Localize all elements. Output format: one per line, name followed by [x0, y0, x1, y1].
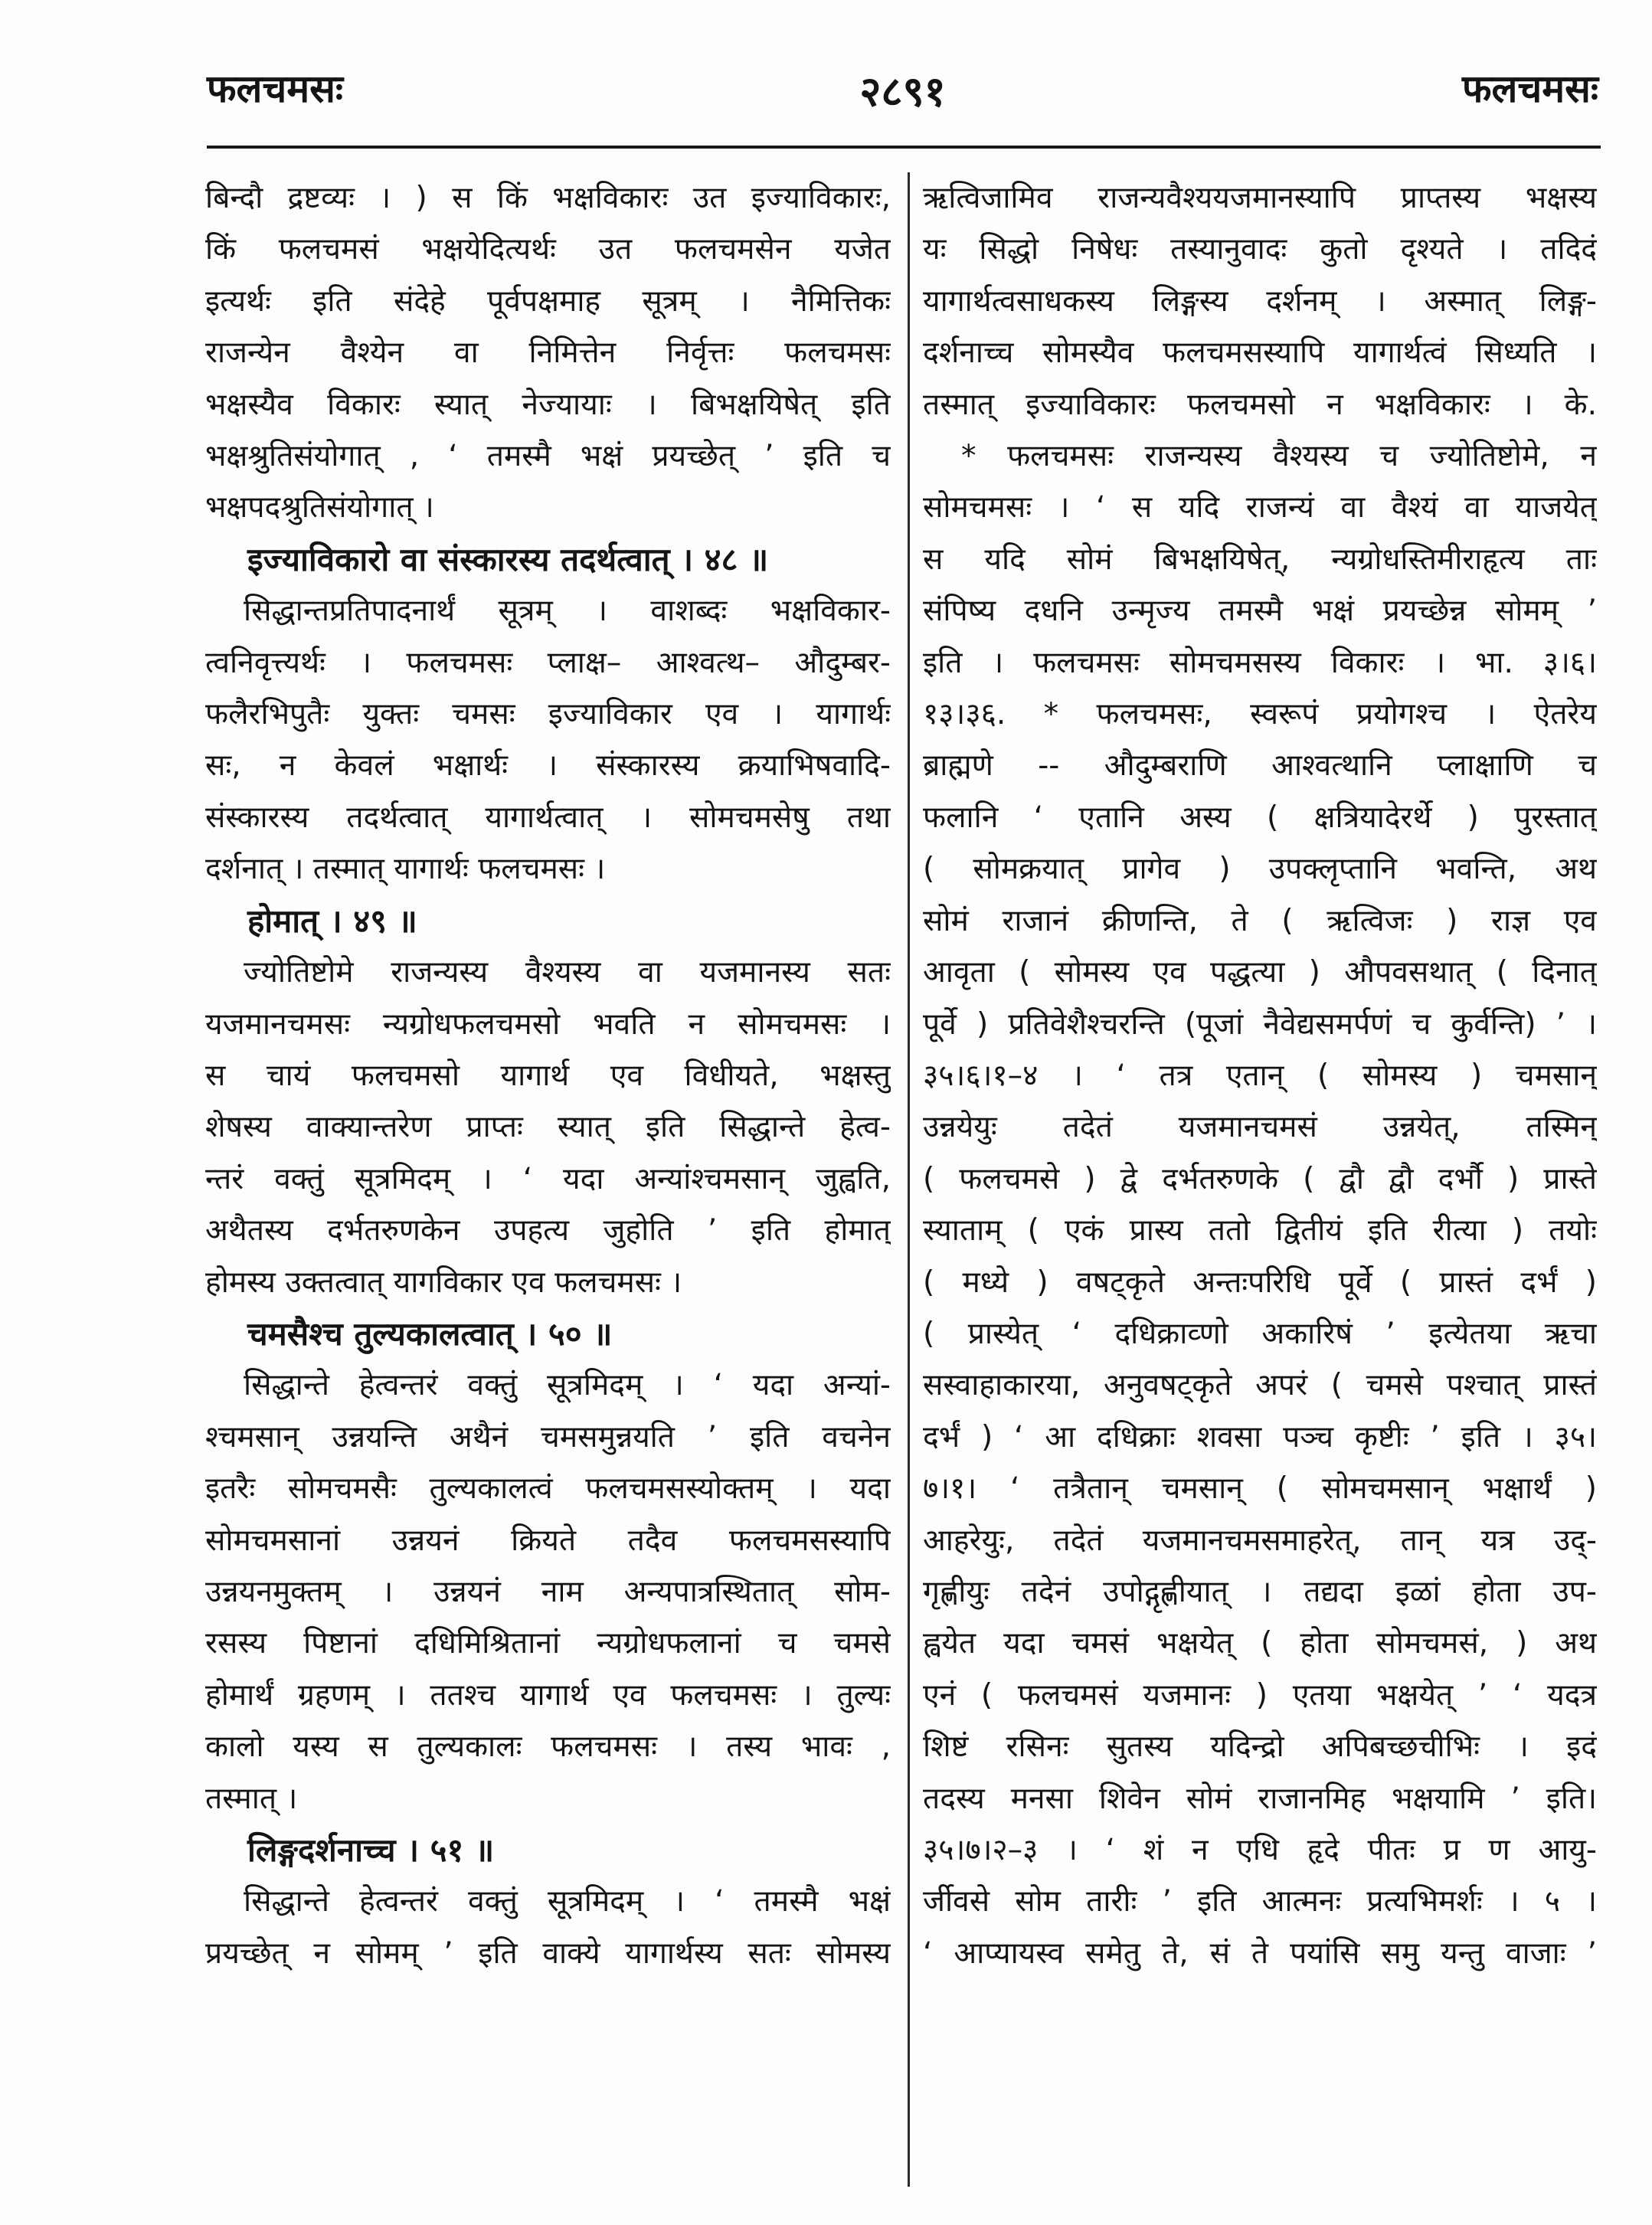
- text-line: फलानि ‘ एतानि अस्य ( क्षत्रियादेरर्थे ) पुरस्तात्: [923, 800, 1597, 835]
- text-line: सिद्धान्ते हेत्वन्तरं वक्तुं सूत्रमिदम् । ‘ तमस्मै भक्षं: [244, 1884, 891, 1919]
- sutra-heading: लिङ्गदर्शनाच्च । ५१ ॥: [247, 1831, 495, 1869]
- text-line: * फलचमसः राजन्यस्य वैश्यस्य च ज्योतिष्टोमे, न: [961, 439, 1597, 474]
- text-line: न्तरं वक्तुं सूत्रमिदम् । ‘ यदा अन्यांश्चमसान् जुह्वति,: [205, 1161, 891, 1196]
- text-line: इति । फलचमसः सोमचमसस्य विकारः । भा. ३।६।: [923, 645, 1597, 680]
- text-line: ज्योतिष्टोमे राजन्यस्य वैश्यस्य वा यजमानस्य सतः: [244, 955, 891, 990]
- left-column: [205, 172, 891, 1979]
- text-line: सोमचमसानां उन्नयनं क्रियते तदैव फलचमसस्यापि: [205, 1523, 891, 1558]
- text-line: तस्मात् ।: [205, 1781, 298, 1816]
- text-line: एनं ( फलचमसं यजमानः ) एतया भक्षयेत् ’ ‘ यदत्र: [923, 1677, 1597, 1713]
- text-line: स्याताम् ( एकं प्रास्य ततो द्वितीयं इति रीत्या ) तयोः: [923, 1213, 1597, 1248]
- text-line: सिद्धान्तप्रतिपादनार्थं सूत्रम् । वाशब्दः भक्षविकार-: [244, 594, 891, 629]
- text-line: ( सोमक्रयात् प्रागेव ) उपक्लृप्तानि भवन्ति, अथ: [923, 852, 1597, 887]
- text-line: ३५।६।१–४ । ‘ तत्र एतान् ( सोमस्य ) चमसान्: [923, 1058, 1597, 1093]
- text-line: कालो यस्य स तुल्यकालः फलचमसः । तस्य भावः ,: [205, 1729, 891, 1765]
- sutra-heading: इज्याविकारो वा संस्कारस्य तदर्थत्वात् । ४८ ॥: [247, 540, 769, 578]
- text-line: र्जीवसे सोम तारीः ’ इति आत्मनः प्रत्यभिमर्शः । ५ ।: [923, 1884, 1597, 1919]
- text-line: भक्षश्रुतिसंयोगात् , ‘ तमस्मै भक्षं प्रयच्छेत् ’ इति च: [205, 439, 891, 474]
- text-line: किं फलचमसं भक्षयेदित्यर्थः उत फलचमसेन यजेत: [205, 232, 891, 267]
- running-head-left: फलचमसः: [207, 67, 343, 111]
- text-line: शेषस्य वाक्यान्तरेण प्राप्तः स्यात् इति सिद्धान्ते हेत्व-: [205, 1110, 891, 1145]
- text-line: सः, न केवलं भक्षार्थः । संस्कारस्य क्रयाभिषवादि-: [205, 748, 891, 784]
- text-line: रसस्य पिष्टानां दधिमिश्रितानां न्यग्रोधफलानां च चमसे: [205, 1626, 891, 1661]
- text-line: होमार्थं ग्रहणम् । ततश्च यागार्थ एव फलचमसः । तुल्यः: [205, 1677, 891, 1713]
- text-line: स यदि सोमं बिभक्षयिषेत्, न्यग्रोधस्तिमीराहृत्य ताः: [923, 542, 1597, 577]
- page-number: २८९१: [859, 67, 946, 116]
- text-line: यागार्थत्वसाधकस्य लिङ्गस्य दर्शनम् । अस्मात् लिङ्ग-: [923, 283, 1597, 319]
- text-line: दर्शनाच्च सोमस्यैव फलचमसस्यापि यागार्थत्वं सिध्यति ।: [923, 335, 1597, 371]
- text-line: त्वनिवृत्त्यर्थः । फलचमसः प्लाक्ष– आश्वत्थ– औदुम्बर-: [205, 645, 891, 680]
- text-line: ‘ आप्यायस्व समेतु ते, सं ते पयांसि समु यन्तु वाजाः ’: [923, 1935, 1597, 1971]
- text-line: गृह्णीयुः तदेनं उपोद्गृह्णीयात् । तद्यदा इळां होता उप-: [923, 1574, 1597, 1609]
- text-line: पूर्वे ) प्रतिवेशैश्चरन्ति (पूजां नैवेद्यसमर्पणं च कुर्वन्ति) ’ ।: [923, 1006, 1597, 1042]
- sutra-heading: होमात् । ४९ ॥: [247, 901, 417, 940]
- text-line: स चायं फलचमसो यागार्थ एव विधीयते, भक्षस्तु: [205, 1058, 891, 1093]
- text-line: ( प्रास्येत् ‘ दधिक्राव्णो अकारिषं ’ इत्येतया ऋचा: [923, 1316, 1597, 1351]
- text-line: ७।१। ‘ तत्रैतान् चमसान् ( सोमचमसान् भक्षार्थं ): [923, 1471, 1597, 1507]
- text-line: अथैतस्य दर्भतरुणकेन उपहत्य जुहोति ’ इति होमात्: [205, 1213, 891, 1248]
- text-line: राजन्येन वैश्येन वा निमित्तेन निर्वृत्तः फलचमसः: [205, 335, 891, 371]
- text-line: भक्षस्यैव विकारः स्यात् नेज्यायाः । बिभक्षयिषेत् इति: [205, 387, 891, 422]
- text-line: ब्राह्मणे -- औदुम्बराणि आश्वत्थानि प्लाक्षाणि च: [923, 748, 1597, 784]
- text-line: यः सिद्धो निषेधः तस्यानुवादः कुतो दृश्यते । तदिदं: [923, 232, 1597, 267]
- text-line: १३।३६. * फलचमसः, स्वरूपं प्रयोगश्च । ऐतरेय: [923, 697, 1597, 732]
- text-line: ह्वयेत यदा चमसं भक्षयेत् ( होता सोमचमसं, ) अथ: [923, 1626, 1597, 1661]
- column-divider: [908, 172, 910, 2187]
- running-head-right: फलचमसः: [1462, 67, 1598, 111]
- text-line: सिद्धान्ते हेत्वन्तरं वक्तुं सूत्रमिदम् । ‘ यदा अन्यां-: [244, 1368, 891, 1403]
- sutra-heading: चमसैश्च तुल्यकालत्वात् । ५० ॥: [247, 1314, 613, 1353]
- text-line: ( मध्ये ) वषट्कृते अन्तःपरिधि पूर्वे ( प्रास्तं दर्भं ): [923, 1265, 1597, 1300]
- text-line: दर्शनात् । तस्मात् यागार्थः फलचमसः ।: [205, 852, 606, 887]
- page-header: [207, 61, 1598, 130]
- text-line: ३५।७।२–३ । ‘ शं न एधि हृदे पीतः प्र ण आयु-: [923, 1833, 1597, 1867]
- text-line: उन्नयनमुक्तम् । उन्नयनं नाम अन्यपात्रस्थितात् सोम-: [205, 1574, 891, 1609]
- text-line: सोमचमसः । ‘ स यदि राजन्यं वा वैश्यं वा याजयेत्: [923, 490, 1597, 525]
- text-line: बिन्दौ द्रष्टव्यः । ) स किं भक्षविकारः उत इज्याविकारः,: [205, 181, 891, 215]
- text-line: तस्मात् इज्याविकारः फलचमसो न भक्षविकारः । के.: [923, 387, 1597, 422]
- text-line: ऋत्विजामिव राजन्यवैश्ययजमानस्यापि प्राप्तस्य भक्षस्य: [923, 181, 1597, 215]
- text-line: भक्षपदश्रुतिसंयोगात् ।: [205, 490, 434, 525]
- text-line: संस्कारस्य तदर्थत्वात् यागार्थत्वात् । सोमचमसेषु तथा: [205, 800, 891, 835]
- text-line: संपिष्य दधनि उन्मृज्य तमस्मै भक्षं प्रयच्छेन्न सोमम् ’: [923, 594, 1597, 629]
- text-line: ( फलचमसे ) द्वे दर्भतरुणके ( द्वौ द्वौ दर्भौ ) प्रास्ते: [923, 1161, 1597, 1196]
- text-line: इतरैः सोमचमसैः तुल्यकालत्वं फलचमसस्योक्तम् । यदा: [205, 1471, 891, 1507]
- text-line: होमस्य उक्तत्वात् यागविकार एव फलचमसः ।: [205, 1265, 682, 1300]
- text-line: आवृता ( सोमस्य एव पद्धत्या ) औपवसथात् ( दिनात्: [923, 955, 1597, 990]
- text-line: फलैरभिपुतैः युक्तः चमसः इज्याविकार एव । यागार्थः: [205, 697, 891, 732]
- text-line: श्चमसान् उन्नयन्ति अथैनं चमसमुन्नयति ’ इति वचनेन: [205, 1419, 891, 1454]
- text-line: आहरेयुः, तदेतं यजमानचमसमाहरेत्, तान् यत्र उद्-: [923, 1523, 1597, 1558]
- text-line: तदस्य मनसा शिवेन सोमं राजानमिह भक्षयामि ’ इति।: [923, 1781, 1597, 1816]
- text-line: इत्यर्थः इति संदेहे पूर्वपक्षमाह सूत्रम् । नैमित्तिकः: [205, 283, 891, 319]
- right-column: [923, 172, 1597, 1979]
- text-line: सोमं राजानं क्रीणन्ति, ते ( ऋत्विजः ) राज्ञ एव: [923, 903, 1597, 938]
- text-line: प्रयच्छेत् न सोमम् ’ इति वाक्ये यागार्थस्य सतः सोमस्य: [205, 1935, 891, 1971]
- text-line: उन्नयेयुः तदेतं यजमानचमसं उन्नयेत्, तस्मिन्: [923, 1110, 1597, 1145]
- text-line: शिष्टं रसिनः सुतस्य यदिन्द्रो अपिबच्छचीभिः । इदं: [923, 1729, 1597, 1765]
- header-rule: [207, 146, 1601, 149]
- text-line: सस्वाहाकारया, अनुवषट्कृते अपरं ( चमसे पश्चात् प्रास्तं: [923, 1368, 1597, 1403]
- text-line: यजमानचमसः न्यग्रोधफलचमसो भवति न सोमचमसः ।: [205, 1006, 891, 1042]
- text-line: दर्भं ) ‘ आ दधिक्राः शवसा पञ्च कृष्टीः ’ इति । ३५।: [923, 1419, 1597, 1454]
